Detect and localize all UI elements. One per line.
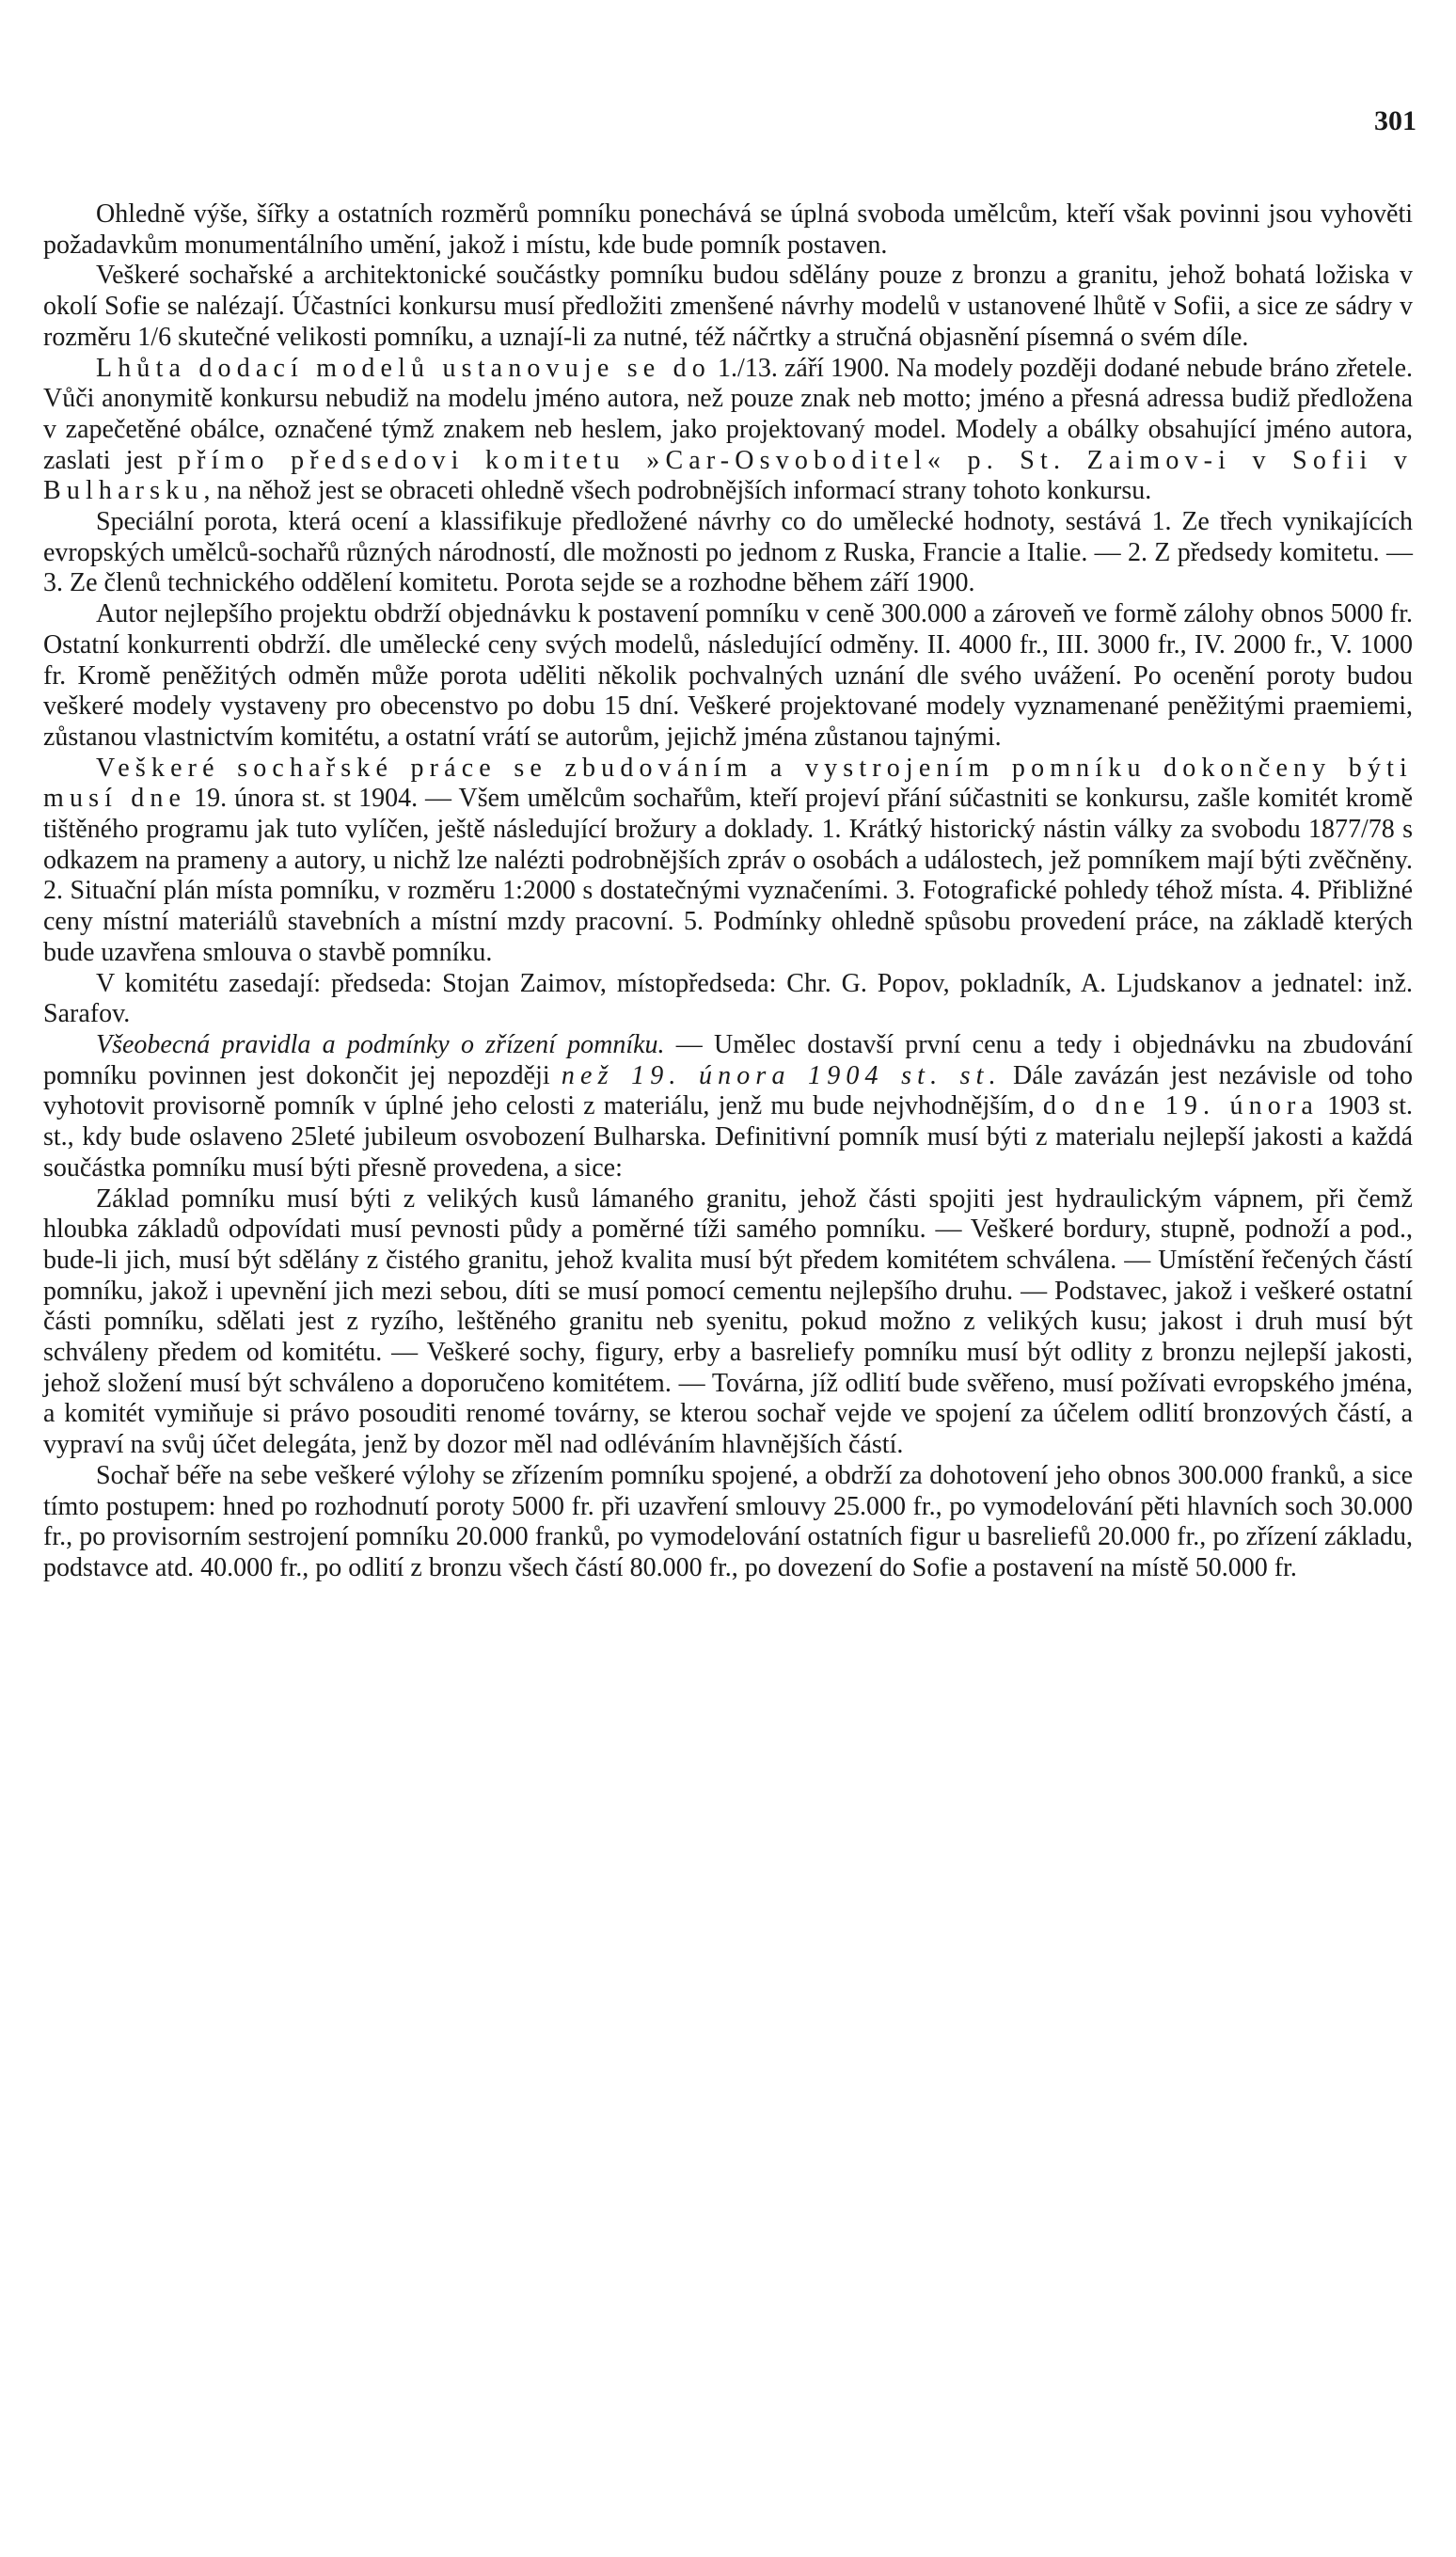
text-run: Speciální porota, která ocení a klassifikuje předložené návrhy co do umělecké hodnoty, sestává 1. Ze třech vynikajících evropských umělců-sochařů různých národností, dle možnosti po jednom z Ruska, Francie a Italie. — 2. Z předsedy komitetu. — 3. Ze členů technického oddělení komitetu. Porota sejde se a rozhodne během září 1900. [43,507,1413,598]
text-run: Základ pomníku musí býti z velikých kusů lámaného granitu, jehož části spojiti jest hydraulickým vápnem, při čemž hloubka základů odpovídati musí pevnosti půdy a poměrné tíži samého pomníku. — Veškeré bordury, stupně, podnoží a pod., bude-li jich, musí být sdělány z čistého granitu, jehož kvalita musí být předem komitétem schválena. — Umístění řečených částí pomníku, jakož i upevnění jich mezi sebou, díti se musí pomocí cementu nejlepšího druhu. — Podstavec, jakož i veškeré ostatní části pomníku, sdělati jest z ryzího, leštěného granitu neb syenitu, pokud možno z velikých kusu; jakost i druh musí být schváleny předem od komitétu. — Veškeré sochy, figury, erby a basreliefy pomníku musí být odlity z bronzu nejlepší jakosti, jehož složení musí být schváleno a doporučeno komitétem. — Továrna, jíž odlití bude svěřeno, musí požívati evropského jména, a komitét vymiňuje si právo posouditi renomé továrny, se kterou sochař vejde ve spojení za účelem odlití bronzových částí, a vypraví na svůj účet delegáta, jenž by dozor měl nad odléváním hlavnějších částí. [43,1183,1413,1460]
paragraph [43,354,1413,508]
paragraph [43,969,1413,1030]
text-run: Lhůta dodací modelů ustanovuje se do [96,353,711,383]
text-run: Veškeré sochařské a architektonické součástky pomníku budou sdělány pouze z bronzu a granitu, jehož bohatá ložiska v okolí Sofie se nalézají. Účastníci konkursu musí předložiti zmenšené návrhy modelů v ustanovené lhůtě v Sofii, a sice ze sádry v rozměru [43,261,1413,352]
paragraph [43,1030,1413,1184]
paragraph [43,507,1413,599]
text-run: Veškeré sochařské práce se zbudováním a vystrojením pomníku dokončeny býti musí dne [43,753,1413,814]
body-text [43,199,1413,1584]
paragraph [43,599,1413,754]
paragraph [43,1184,1413,1461]
text-run: 19. února st. st 1904. — Všem umělcům sochařům, kteří projeví přání súčastniti se konkursu, zašle komitét kromě tištěného programu jak tuto vylíčen, ještě následující brožury a doklady. 1. Krátký historický nástin války za svobodu 1877/78 s odkazem na prameny a autory, u nichž lze nalézti podrobnějších zpráv o osobách a událostech, jež pomníkem mají býti zvěčněny. 2. Situační plán místa pomníku, v rozměru 1:2000 s dostatečnými vyznačeními. 3. Fotografické pohledy téhož místa. 4. Přibližné ceny místní materiálů stavebních a místní mzdy pracovní. 5. Podmínky ohledně spůsobu provedení práce, na základě kterých bude uzavřena smlouva o stavbě pomníku. [43,784,1414,967]
paragraph [43,1461,1413,1584]
text-run: 1903 st. st., kdy bude oslaveno 25leté jubileum osvobození Bulharska. Definitivní pomník musí býti z materialu nejlepší jakosti a každá součástka pomníku musí býti přesně provedena, a sice: [43,1091,1413,1183]
text-run: Ohledně výše, šířky a ostatních rozměrů pomníku ponechává se úplná svoboda umělcům, kteří však povinni jsou vyhověti požadavkům monumentálního umění, jakož i místu, kde bude pomník postaven. [43,199,1413,260]
text-run: než 19. února 1904 st. st. [561,1060,1002,1090]
fraction: 1/6 [137,322,172,352]
page-number: 301 [1374,105,1416,136]
paragraph [43,754,1413,969]
text-run: Autor nejlepšího projektu obdrží objednávku k postavení pomníku v ceně 300.000 a zároveň ve formě zálohy obnos 5000 fr. Ostatní konkurrenti obdrží. dle umělecké ceny svých modelů, následující odměny. II. 4000 fr., III. 3000 fr., IV. 2000 fr., V. 1000 fr. Kromě peněžitých odměn může porota uděliti několik pochvalných uznání dle svého uvážení. Po ocenění poroty budou veškeré modely vystaveny pro obecenstvo po dobu 15 dní. Veškeré projektované modely vyznamenané peněžitými praemiemi, zůstanou vlastnictvím komitétu, a ostatní vrátí se autorům, jejichž jména zůstanou tajnými. [43,599,1413,752]
text-run: Dále zavázán jest nezávisle od toho vyhotovit provisorně pomník v úplné jeho celosti z materiálu, jenž mu bude nejvhodnějším, [43,1060,1414,1121]
text-run: 1./13. září 1900. Na modely později dodané nebude bráno zřetele. Vůči anonymitě konkursu nebudiž na modelu jméno autora, než pouze znak neb motto; jméno a přesná adressa budiž předložena v zapečetěné obálce, označené týmž znakem neb heslem, jako projektovaný model. Modely a obálky obsahující jméno autora, zaslati jest [43,353,1413,475]
text-run: Všeobecná pravidla a podmínky o zřízení pomníku. [96,1029,665,1059]
text-run: skutečné velikosti pomníku, a uznají-li za nutné, též náčrtky a stručná objasnění písemná o svém díle. [171,322,1249,352]
paragraph [43,261,1413,353]
paragraph [43,199,1413,261]
text-run: , na něhož jest se obraceti ohledně všech podrobnějších informací strany tohoto konkursu. [203,476,1152,506]
text-run: do dne 19. února [1042,1091,1320,1121]
text-run: přímo předsedovi komitetu »Car-Osvoboditel« p. St. Zaimov-i v Sofii v Bulharsku [43,445,1413,506]
text-run: V komitétu zasedají: předseda: Stojan Zaimov, místopředseda: Chr. G. Popov, pokladník, A. Ljudskanov a jednatel: inž. Sarafov. [43,968,1413,1029]
text-run: Sochař béře na sebe veškeré výlohy se zřízením pomníku spojené, a obdrží za dohotovení jeho obnos 300.000 franků, a sice tímto postupem: hned po rozhodnutí poroty 5000 fr. při uzavření smlouvy 25.000 fr., po vymodelování pěti hlavních soch 30.000 fr., po provisorním sestrojení pomníku 20.000 franků, po vymodelování ostatních figur u basreliefů 20.000 fr., po zřízení základu, podstavce atd. 40.000 fr., po odlití z bronzu všech částí 80.000 fr., po dovezení do Sofie a postavení na místě 50.000 fr. [43,1460,1413,1582]
text-run: — Umělec dostavší první cenu a tedy i objednávku na zbudování pomníku povinnen jest dokončit jej nepozději [43,1029,1414,1090]
